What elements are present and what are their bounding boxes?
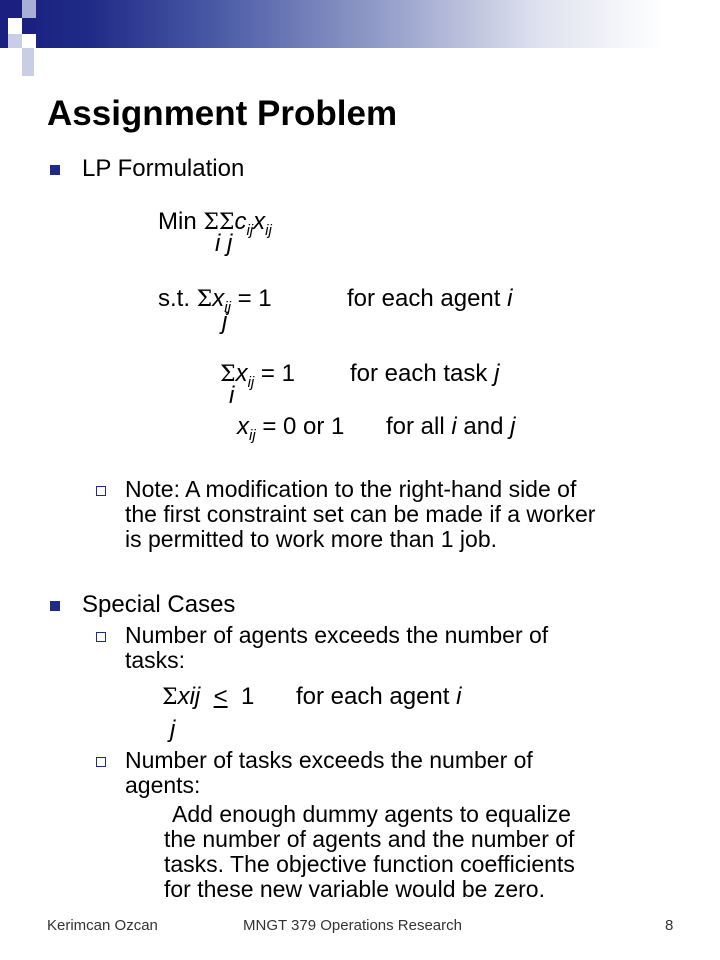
- case1-line-1: Number of agents exceeds the number of: [125, 622, 549, 648]
- lp-formulation-heading: LP Formulation: [82, 155, 245, 182]
- header-square-navy: [22, 18, 36, 34]
- desc-var: i: [507, 285, 513, 312]
- header-square-tail: [22, 48, 34, 76]
- var-x: x: [237, 413, 249, 440]
- case2-body-4: for these new variable would be zero.: [164, 876, 545, 902]
- desc-var: i: [456, 683, 462, 710]
- sub-x: ij: [249, 427, 256, 444]
- case1-index: j: [170, 716, 176, 743]
- bullet-marker: [50, 165, 60, 175]
- var-xij: xij: [177, 683, 201, 710]
- desc-and: and: [456, 413, 511, 440]
- desc-text: for each agent: [296, 683, 457, 710]
- sub-x: ij: [224, 299, 231, 316]
- sub-bullet-marker: [96, 757, 106, 767]
- rhs: = 0 or 1: [255, 413, 345, 440]
- desc-var: j: [494, 360, 500, 387]
- rhs: 1: [240, 683, 255, 710]
- note-line-2: the first constraint set can be made if a worker: [125, 501, 596, 527]
- constraint-binary-desc: [386, 413, 515, 441]
- sub-c: ij: [246, 222, 254, 239]
- case2-body-2: the number of agents and the number of: [164, 826, 575, 852]
- header-square-light: [22, 0, 36, 18]
- var-x: x: [253, 208, 266, 235]
- constraint-agent-index: j: [222, 308, 228, 335]
- header-square-gap: [22, 34, 36, 48]
- objective-indices: i j: [215, 230, 233, 257]
- footer-course: MNGT 379 Operations Research: [243, 917, 462, 934]
- special-cases-heading: Special Cases: [82, 591, 236, 618]
- rhs: = 1: [254, 360, 295, 387]
- case2-body-1: Add enough dummy agents to equalize: [172, 801, 571, 827]
- case1-constraint-desc: [296, 683, 461, 711]
- footer-author: Kerimcan Ozcan: [47, 917, 158, 934]
- le-operator: <: [213, 683, 228, 710]
- header-square-white: [8, 18, 22, 34]
- st-prefix: s.t.: [158, 285, 197, 312]
- var-x: x: [212, 285, 225, 312]
- sub-bullet-marker: [96, 632, 106, 642]
- constraint-task-index: i: [229, 382, 235, 409]
- case1-constraint: [162, 683, 254, 711]
- sub-x: ij: [265, 222, 272, 239]
- rhs: = 1: [230, 285, 272, 312]
- desc-text: for each task: [350, 360, 495, 387]
- constraint-task-desc: [350, 360, 499, 388]
- desc-i: i: [451, 413, 457, 440]
- var-x: x: [235, 360, 248, 387]
- header-gradient-bar: [0, 0, 720, 48]
- case2-body-3: tasks. The objective function coefficients: [164, 851, 575, 877]
- desc-text: for all: [386, 413, 452, 440]
- constraint-agent-desc: [347, 285, 512, 313]
- note-line-1: Note: A modification to the right-hand side of: [125, 476, 577, 502]
- case1-line-2: tasks:: [125, 647, 186, 673]
- footer-page-number: 8: [665, 917, 674, 934]
- note-line-3: is permitted to work more than 1 job.: [125, 526, 497, 552]
- constraint-binary: [237, 413, 345, 444]
- constraint-agent: [158, 285, 272, 316]
- desc-text: for each agent: [347, 285, 508, 312]
- sub-x: ij: [247, 374, 255, 391]
- bullet-marker: [50, 601, 60, 611]
- desc-j: j: [510, 413, 516, 440]
- case2-line-1: Number of tasks exceeds the number of: [125, 747, 533, 773]
- page-title: Assignment Problem: [47, 94, 398, 133]
- sub-bullet-marker: [96, 486, 106, 496]
- sum-symbol: ΣΣ: [203, 210, 235, 235]
- sum-symbol: Σ: [196, 287, 213, 312]
- header-square-pale: [8, 34, 22, 48]
- objective-prefix: Min: [158, 208, 204, 235]
- header-square-dark: [8, 0, 22, 18]
- sum-symbol: Σ: [220, 362, 236, 387]
- var-c: c: [234, 208, 247, 235]
- sum-symbol: Σ: [162, 685, 178, 710]
- case2-line-2: agents:: [125, 772, 201, 798]
